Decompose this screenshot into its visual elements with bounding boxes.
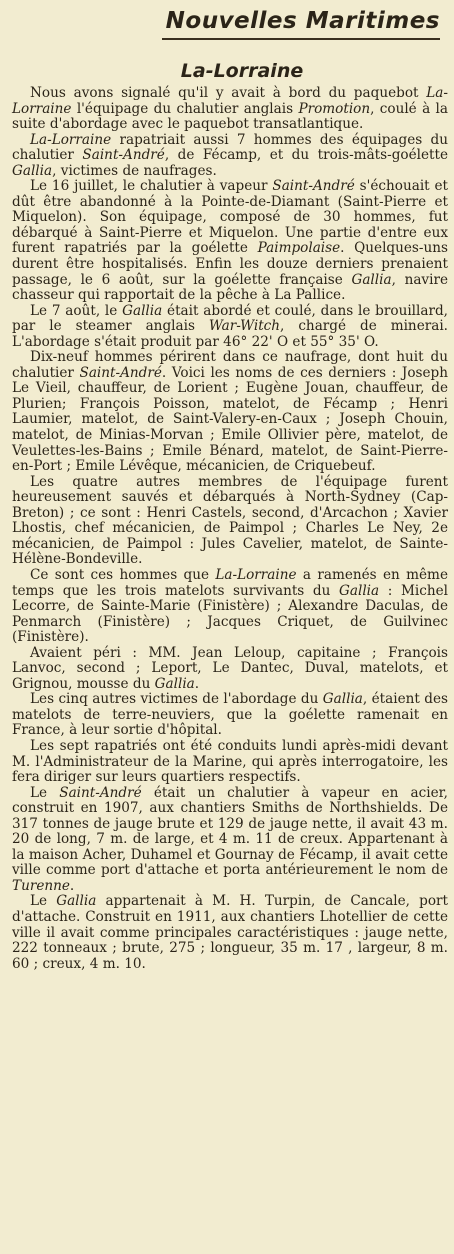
paragraph-text: , chargé de minerai. L'abordage s'était produit par 46° 22' O et 55° 35' O. — [12, 318, 449, 350]
section-title: Nouvelles Maritimes — [165, 8, 440, 34]
paragraph-text: était un chalutier à vapeur en acier, construit en 1907, aux chantiers Smiths de Northshields. De 317 tonnes de jauge brute et 129 de jauge nette, il avait 43 m. 20 de long, 7 m. de large, et 4 m. 11 de creux. Appartenant à la maison Acher, Duhamel et Gournay de Fécamp, il avait cette ville comme port d'attache et porta antérieurement le nom de — [12, 784, 448, 879]
paragraph-text: Le 7 août, le — [30, 302, 123, 319]
paragraph-text: , étaient des matelots de terre-neuviers, que la goélette ramenait en France, à leur sortie d'hôpital. — [12, 691, 448, 739]
paragraph-text: Les quatre autres membres de l'équipage furent heureusement sauvés et débarqués à North-Sydney (Cap-Breton) ; ce sont : Henri Castels, second, d'Arcachon ; Xavier Lhostis, chef mécanicien, de Paimpol ; Charles Le Ney, 2e mécanicien, de Paimpol : Jules Cavelier, matelot, de Sainte-Hélène-Bondeville. — [12, 473, 448, 568]
paragraph-text: , de Fécamp, et du trois-mâts-goélette — [164, 147, 449, 164]
paragraph-text: a ramenés en même temps que les trois matelots survivants du — [12, 566, 448, 599]
paragraph-text: Le 16 juillet, le chalutier à vapeur — [30, 178, 273, 195]
paragraph-text: s'échouait et dût être abandonné à la Pointe-de-Diamant (Saint-Pierre et Miquelon). Son équipage, composé de 30 hommes, fut débarqué à Saint-Pierre et Miquelon. Une partie d'entre eux furent rapatriés par la goélette — [12, 178, 448, 257]
paragraph-text: Avaient péri : MM. Jean Leloup, capitaine ; François Lanvoc, second ; Leport, Le Dantec, Duval, matelots, et Grignou, mousse du — [12, 644, 448, 692]
article-paragraph — [12, 739, 448, 786]
paragraph-text: Dix-neuf hommes périrent dans ce naufrage, dont huit du chalutier — [12, 349, 448, 381]
article-paragraph — [12, 646, 448, 693]
paragraph-text: était abordé et coulé, dans le brouillard, par le steamer anglais — [12, 302, 448, 335]
italic-name: Gallia — [122, 302, 163, 319]
italic-name: Gallia — [154, 675, 195, 692]
italic-name: Saint-André — [82, 147, 165, 164]
title-rule — [162, 38, 440, 40]
italic-name: La-Lorraine — [30, 131, 112, 148]
italic-name: Saint-André — [59, 784, 142, 801]
paragraph-text: : Michel Lecorre, de Sainte-Marie (Finistère) ; Alexandre Daculas, de Penmarch (Finistère) ; Jacques Criquet, de Guilvinec (Finistère). — [12, 582, 449, 646]
paragraph-text: Le — [30, 893, 57, 910]
paragraph-text: rapatriait aussi 7 hommes des équipages du chalutier — [12, 131, 448, 164]
italic-name: Promotion — [298, 100, 371, 117]
article-paragraph — [12, 568, 448, 646]
paragraph-text: . Quelques-uns durent être hospitalisés. Enfin les douze derniers prenaient passage, le 6 août, sur la goélette française — [12, 240, 448, 288]
italic-name: Gallia — [339, 582, 380, 599]
italic-name: Gallia — [351, 271, 392, 288]
paragraph-text: Nous avons signalé qu'il y avait à bord du paquebot — [30, 85, 427, 101]
article-paragraph — [12, 894, 448, 972]
italic-name: War-Witch — [208, 318, 281, 335]
paragraph-text: Les sept rapatriés ont été conduits lundi après-midi devant M. l'Administrateur de la Marine, qui après interrogatoire, les fera diriger sur leurs quartiers respectifs. — [12, 737, 448, 786]
italic-name: La-Lorraine — [12, 85, 448, 117]
article-paragraph — [12, 692, 448, 739]
paragraph-text: l'équipage du chalutier anglais — [71, 100, 299, 117]
paragraph-text: , coulé à la suite d'abordage avec le paquebot transatlantique. — [12, 100, 448, 133]
italic-name: Turenne — [12, 877, 70, 894]
paragraph-text: . — [69, 877, 75, 894]
paragraph-text: Ce sont ces hommes que — [30, 566, 216, 583]
article-paragraph — [12, 786, 448, 895]
italic-name: La-Lorraine — [215, 566, 297, 583]
article-title: La-Lorraine — [180, 60, 304, 82]
paragraph-text: . — [194, 675, 200, 692]
article-paragraph — [12, 179, 448, 303]
paragraph-text: Le — [30, 784, 60, 801]
article-paragraph — [12, 304, 448, 351]
paragraph-text: appartenait à M. H. Turpin, de Cancale, port d'attache. Construit en 1911, aux chantiers Lhotellier de cette ville il avait comme principales caractéristiques : jauge nette, 222 tonneaux ; brute, 275 ; longueur, 35 m. 17 , largeur, 8 m. 60 ; creux, 4 m. 10. — [12, 893, 448, 972]
paragraph-text: Les cinq autres victimes de l'abordage du — [30, 691, 323, 708]
article-paragraph — [12, 475, 448, 568]
italic-name: Gallia — [322, 691, 363, 708]
italic-name: Gallia — [56, 893, 97, 910]
article-paragraph — [12, 133, 448, 180]
paragraph-text: . Voici les noms de ces derniers : Joseph Le Vieil, chauffeur, de Lorient ; Eugène Jouan, chauffeur, de Plurien; François Poisson, matelot, de Fécamp ; Henri Laumier, matelot, de Saint-Valery-en-Caux ; Joseph Chouin, matelot, de Minias-Morvan ; Emile Ollivier père, matelot, de Veulettes-les-Bains ; Emile Bénard, matelot, de Saint-Pierre-en-Port ; Emile Lévêque, mécanicien, de Criquebeuf. — [12, 364, 448, 475]
paragraph-text: , navire chasseur qui rapportait de la pêche à La Pallice. — [12, 271, 448, 304]
italic-name: Paimpolaise — [257, 240, 341, 257]
article-body — [12, 86, 448, 972]
article-paragraph — [12, 350, 448, 474]
paragraph-text: , victimes de naufrages. — [52, 162, 217, 179]
italic-name: Gallia — [12, 162, 53, 179]
article-paragraph — [12, 86, 448, 133]
italic-name: Saint-André — [79, 364, 162, 381]
italic-name: Saint-André — [272, 178, 355, 195]
